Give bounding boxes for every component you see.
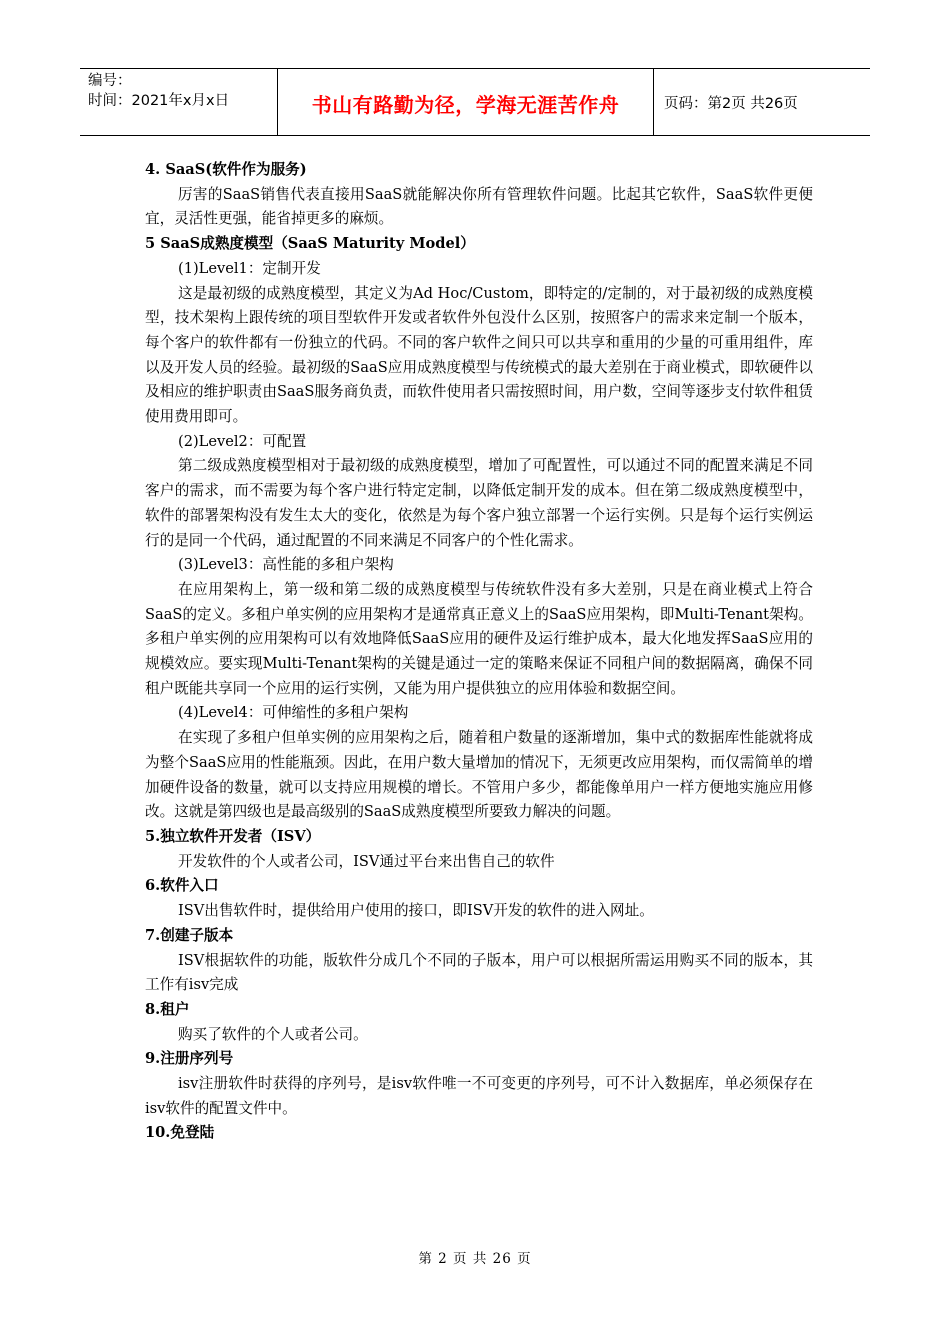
document-header	[80, 68, 870, 136]
header-meta-cell	[80, 69, 278, 135]
body-paragraph: 购买了软件的个人或者公司。	[178, 1025, 368, 1043]
section-heading: 5 SaaS成熟度模型（SaaS Maturity Model）	[145, 235, 475, 253]
body-paragraph: 在实现了多租户但单实例的应用架构之后，随着租户数量的逐渐增加，集中式的数据库性能就将成为整个SaaS应用的性能瓶颈。因此，在用户数大量增加的情况下，无须更改应用架构，而仅需简单的增加硬件设备的数量，就可以支持应用规模的增长。不管用户多少，都能像单用户一样方便地实施应用修改。这就是第四级也是最高级别的SaaS成熟度模型所要致力解决的问题。	[145, 729, 813, 821]
page-footer: 第 2 页 共 26 页	[418, 1251, 532, 1267]
section-heading: 6.软件入口	[145, 877, 219, 895]
body-paragraph: ISV出售软件时，提供给用户使用的接口，即ISV开发的软件的进入网址。	[178, 902, 654, 920]
body-paragraph: 在应用架构上，第一级和第二级的成熟度模型与传统软件没有多大差别，只是在商业模式上符合SaaS的定义。多租户单实例的应用架构才是通常真正意义上的SaaS应用架构，即Multi-Tenant架构。多租户单实例的应用架构可以有效地降低SaaS应用的硬件及运行维护成本，最大化地发挥SaaS应用的规模效应。要实现Multi-Tenant架构的关键是通过一定的策略来保证不同租户间的数据隔离，确保不同租户既能共享同一个应用的运行实例，又能为用户提供独立的应用体验和数据空间。	[145, 580, 813, 697]
section-heading: 8.租户	[145, 1000, 190, 1018]
body-paragraph: 第二级成熟度模型相对于最初级的成熟度模型，增加了可配置性，可以通过不同的配置来满足不同客户的需求，而不需要为每个客户进行特定定制，以降低定制开发的成本。但在第二级成熟度模型中，软件的部署架构没有发生太大的变化，依然是为每个客户独立部署一个运行实例。只是每个运行实例运行的是同一个代码，通过配置的不同来满足不同客户的个性化需求。	[145, 457, 813, 549]
body-paragraph: 开发软件的个人或者公司，ISV通过平台来出售自己的软件	[178, 852, 555, 870]
section-heading: 10.免登陆	[145, 1124, 215, 1142]
document-number-label: 编号：	[88, 73, 132, 89]
section-heading: 5.独立软件开发者（ISV）	[145, 827, 321, 845]
document-body	[145, 158, 813, 1146]
body-paragraph: (1)Level1：定制开发	[178, 259, 321, 277]
body-paragraph: 厉害的SaaS销售代表直接用SaaS就能解决你所有管理软件问题。比起其它软件，SaaS软件更便宜，灵活性更强，能省掉更多的麻烦。	[145, 185, 813, 228]
document-date-label: 时间：2021年x月x日	[88, 93, 230, 109]
body-paragraph: isv注册软件时获得的序列号，是isv软件唯一不可变更的序列号，可不计入数据库，单必须保存在isv软件的配置文件中。	[145, 1075, 813, 1117]
header-page-info: 页码：第2页 共26页	[664, 95, 798, 112]
body-paragraph: (4)Level4：可伸缩性的多租户架构	[178, 704, 409, 722]
body-paragraph: (2)Level2：可配置	[178, 432, 307, 450]
body-paragraph: (3)Level3：高性能的多租户架构	[178, 556, 394, 574]
section-heading: 7.创建子版本	[145, 926, 234, 944]
section-heading: 4. SaaS(软件作为服务)	[145, 161, 307, 178]
section-heading: 9.注册序列号	[145, 1050, 234, 1068]
body-paragraph: 这是最初级的成熟度模型，其定义为Ad Hoc/Custom，即特定的/定制的，对于最初级的成熟度模型，技术架构上跟传统的项目型软件开发或者软件外包没什么区别，按照客户的需求来定制一个版本，每个客户的软件都有一份独立的代码。不同的客户软件之间只可以共享和重用的少量的可重用组件，库以及开发人员的经验。最初级的SaaS应用成熟度模型与传统模式的最大差别在于商业模式，即软硬件以及相应的维护职责由SaaS服务商负责，而软件使用者只需按照时间，用户数，空间等逐步支付软件租赁使用费用即可。	[145, 284, 813, 426]
header-motto: 书山有路勤为径，学海无涯苦作舟	[278, 69, 654, 135]
body-paragraph: ISV根据软件的功能，版软件分成几个不同的子版本，用户可以根据所需运用购买不同的版本，其工作有isv完成	[145, 951, 813, 994]
